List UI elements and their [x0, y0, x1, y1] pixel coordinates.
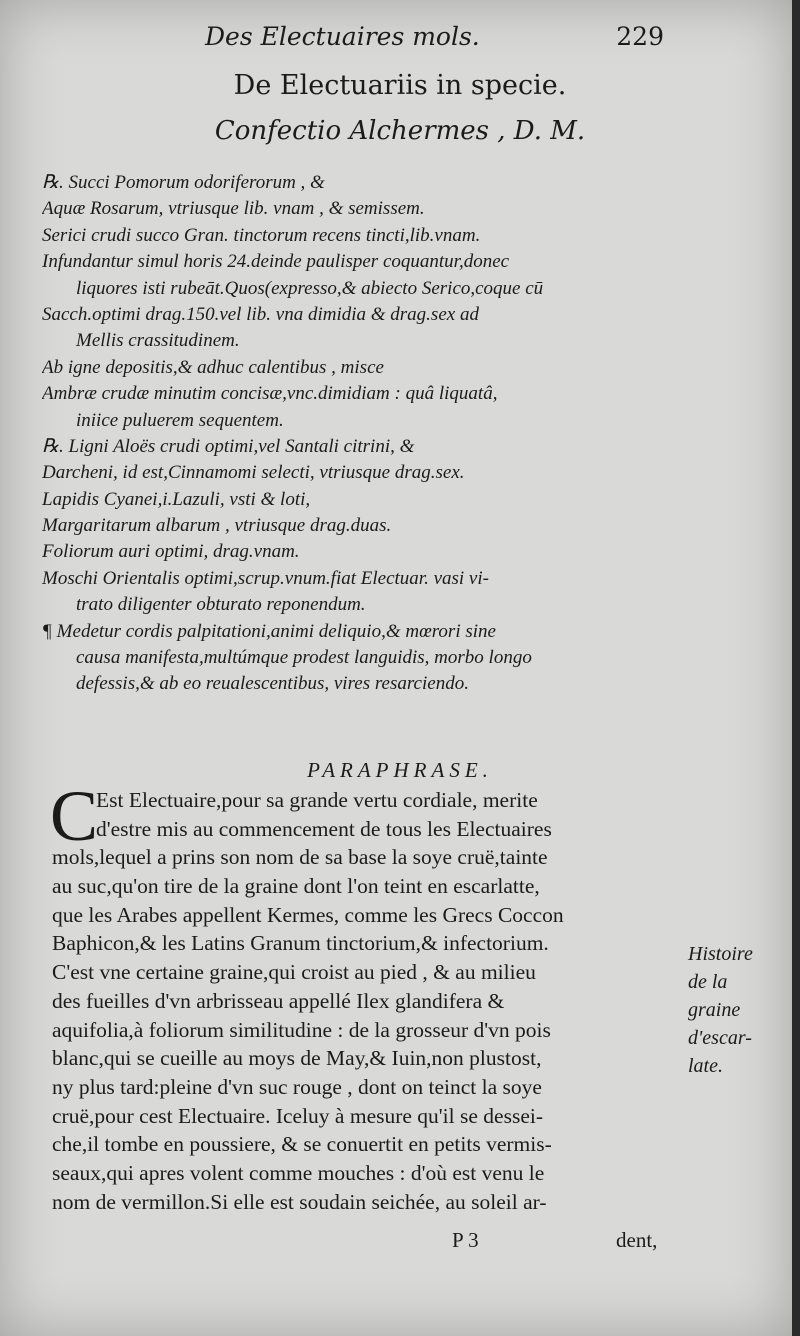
section-title: De Electuariis in specie. [233, 70, 567, 101]
prose-line: blanc,qui se cueille au moys de May,& Iuin,non plustost, [52, 1046, 542, 1071]
recipe-line: ℞. Succi Pomorum odoriferorum , & [42, 172, 325, 193]
recipe-line: iniice puluerem sequentem. [76, 409, 284, 431]
recipe-line: Mellis crassitudinem. [76, 330, 240, 352]
prose-line: Est Electuaire,pour sa grande vertu cordiale, merite [96, 788, 538, 812]
recipe-text [42, 170, 682, 698]
recipe-line: Ambræ crudæ minutim concisæ,vnc.dimidiam : quâ liquatâ, [42, 383, 498, 405]
recipe-line: ¶ Medetur cordis palpitationi,animi deliquio,& mœrori sine [42, 620, 496, 642]
margin-note-line: Histoire [688, 943, 753, 965]
recipe-line: Moschi Orientalis optimi,scrup.vnum.fiat Electuar. vasi vi- [42, 567, 489, 589]
prose-line: des fueilles d'vn arbrisseau appellé Ilex glandifera & [52, 988, 505, 1013]
recipe-line: Foliorum auri optimi, drag.vnam. [42, 541, 300, 563]
prose-line: Baphicon,& les Latins Granum tinctorium,& infectorium. [52, 931, 549, 956]
recipe-line: Margaritarum albarum , vtriusque drag.duas. [42, 515, 392, 537]
recipe-line: trato diligenter obturato reponendum. [76, 594, 366, 616]
recipe-line: Aquæ Rosarum, vtriusque lib. vnam , & semissem. [42, 198, 425, 220]
recipe-line: Darcheni, id est,Cinnamomi selecti, vtriusque drag.sex. [42, 462, 465, 484]
prose-line: nom de vermillon.Si elle est soudain seichée, au soleil ar- [52, 1189, 547, 1214]
recipe-line: defessis,& ab eo reualescentibus, vires resarciendo. [76, 673, 469, 695]
prose-line: seaux,qui apres volent comme mouches : d'où est venu le [52, 1160, 545, 1185]
drop-cap: C [50, 776, 99, 856]
recipe-line: ℞. Ligni Aloës crudi optimi,vel Santali citrini, & [42, 435, 415, 457]
recipe-line: Ab igne depositis,& adhuc calentibus , misce [42, 356, 384, 378]
prose-line: mols,lequel a prins son nom de sa base la soye cruë,tainte [52, 845, 548, 870]
page-number: 229 [616, 22, 664, 51]
paraphrase-text [50, 776, 672, 1216]
prose-line: C'est vne certaine graine,qui croist au pied , & au milieu [52, 960, 536, 985]
recipe-line: Sacch.optimi drag.150.vel lib. vna dimidia & drag.sex ad [42, 303, 479, 325]
prose-line: au suc,qu'on tire de la graine dont l'on teint en escarlatte, [52, 874, 540, 899]
paraphrase-heading: PARAPHRASE. [307, 758, 493, 782]
prose-line: cruë,pour cest Electuaire. Iceluy à mesure qu'il se dessei- [52, 1103, 543, 1128]
prose-line: que les Arabes appellent Kermes, comme les Grecs Coccon [52, 902, 564, 927]
margin-note-line: de la [688, 971, 728, 993]
margin-note-line: d'escar- [688, 1027, 752, 1049]
recipe-line: Infundantur simul horis 24.deinde paulisper coquantur,donec [42, 251, 510, 273]
recipe-title: Confectio Alchermes , D. M. [214, 116, 586, 146]
recipe-line: liquores isti rubeāt.Quos(expresso,& abiecto Serico,coque cū [76, 277, 544, 299]
margin-note [688, 940, 778, 1080]
recipe-line: causa manifesta,multúmque prodest languidis, morbo longo [76, 647, 532, 669]
catchword: dent, [616, 1228, 658, 1252]
margin-note-line: graine [688, 999, 741, 1021]
recipe-line: Lapidis Cyanei,i.Lazuli, vsti & loti, [42, 488, 311, 510]
prose-line: ny plus tard:pleine d'vn suc rouge , dont on teinct la soye [52, 1074, 542, 1099]
recipe-line: Serici crudi succo Gran. tinctorum recens tincti,lib.vnam. [42, 224, 481, 246]
margin-note-line: late. [688, 1055, 723, 1077]
signature-mark: P 3 [452, 1228, 479, 1252]
running-head-title: Des Electuaires mols. [205, 22, 480, 51]
prose-line: d'estre mis au commencement de tous les Electuaires [96, 816, 552, 841]
prose-line: che,il tombe en poussiere, & se conuertit en petits vermis- [52, 1132, 552, 1157]
prose-line: aquifolia,à foliorum similitudine : de la grosseur d'vn pois [52, 1017, 551, 1042]
